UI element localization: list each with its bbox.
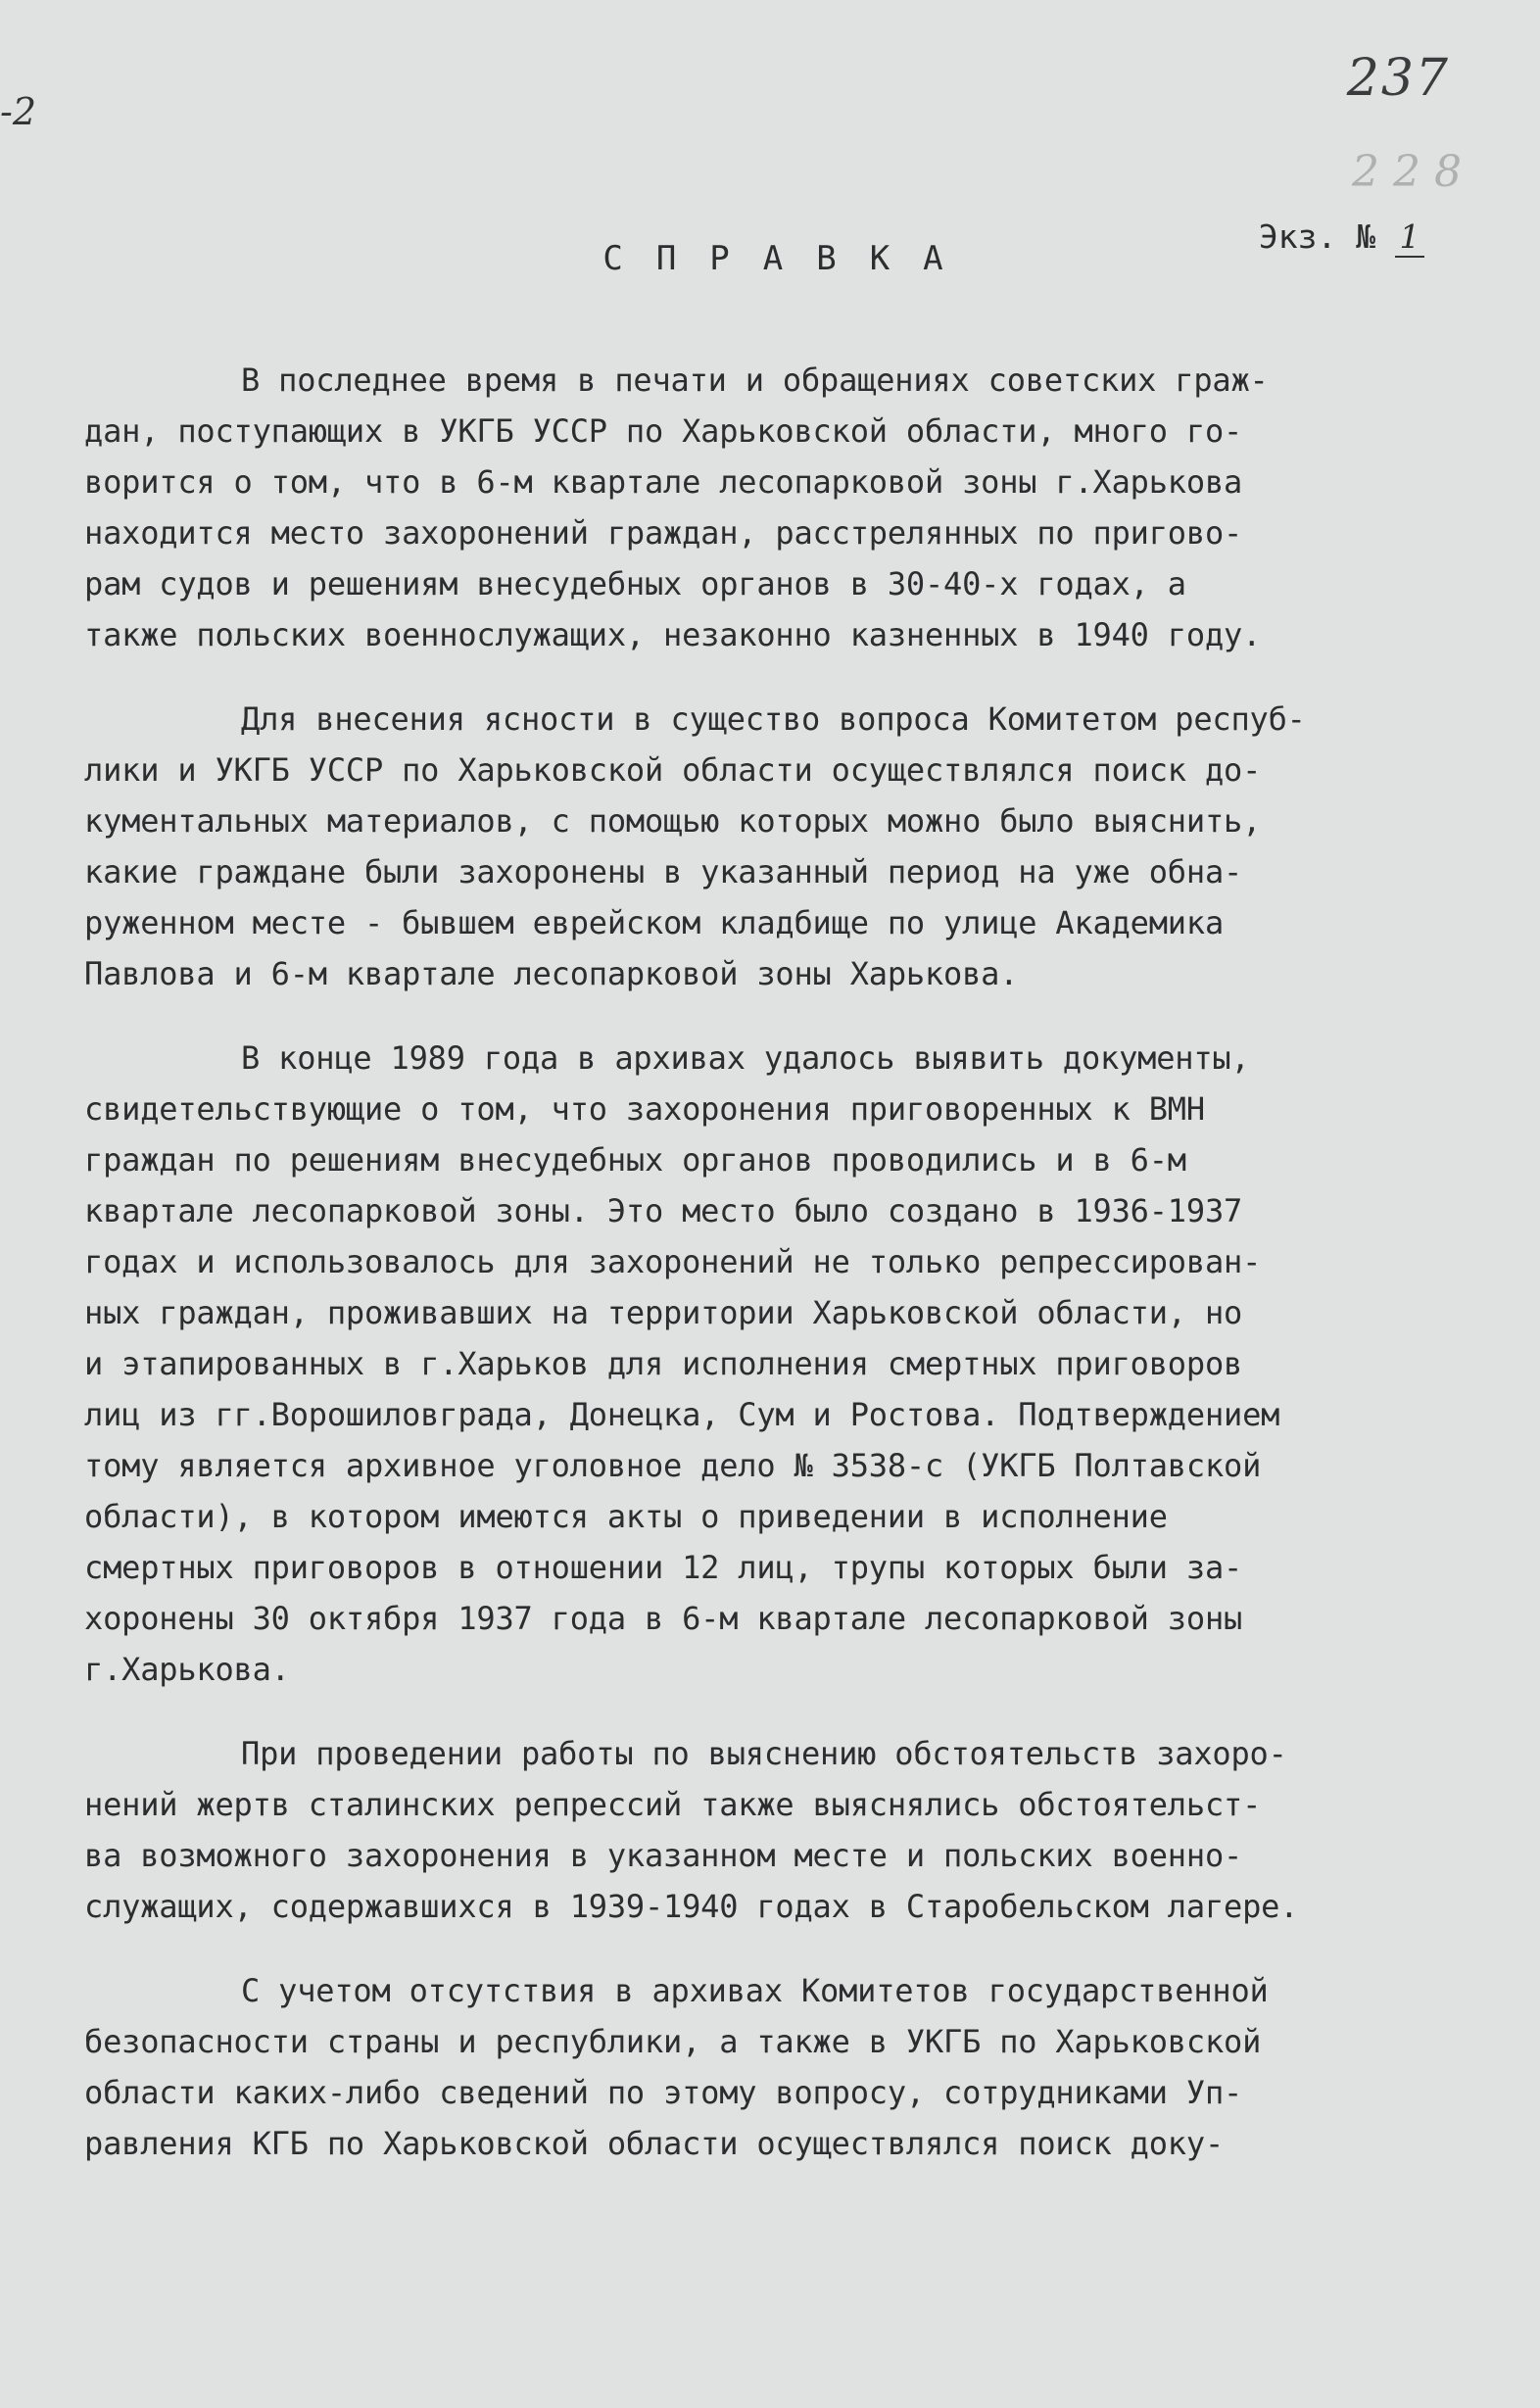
- text-line: тому является архивное уголовное дело № 3538-с (УКГБ Полтавской: [84, 1447, 1262, 1484]
- text-line: находится место захоронений граждан, расстрелянных по пригово-: [84, 514, 1243, 552]
- document-body: [84, 355, 1475, 2202]
- text-line: С учетом отсутствия в архивах Комитетов государственной: [241, 1972, 1269, 2009]
- handwritten-page-number: 237: [1346, 49, 1450, 108]
- paragraph: [84, 694, 1475, 999]
- text-line: свидетельствующие о том, что захоронения приговоренных к ВМН: [84, 1090, 1205, 1128]
- paragraph: [84, 1965, 1475, 2169]
- text-line: руженном месте - бывшем еврейском кладбище по улице Академика: [84, 904, 1225, 941]
- text-line: годах и использовалось для захоронений не только репрессирован-: [84, 1243, 1262, 1280]
- text-line: какие граждане были захоронены в указанный период на уже обна-: [84, 853, 1243, 891]
- text-line: Павлова и 6-м квартале лесопарковой зоны Харькова.: [84, 955, 1019, 992]
- text-line: ных граждан, проживавших на территории Харьковской области, но: [84, 1294, 1243, 1331]
- text-line: граждан по решениям внесудебных органов проводились и в 6-м: [84, 1141, 1186, 1179]
- text-line: служащих, содержавшихся в 1939-1940 годах в Старобельском лагере.: [84, 1888, 1299, 1925]
- document-title: СПРАВКА: [602, 239, 977, 278]
- text-line: хоронены 30 октября 1937 года в 6-м квартале лесопарковой зоны: [84, 1600, 1243, 1637]
- text-line: и этапированных в г.Харьков для исполнения смертных приговоров: [84, 1345, 1243, 1382]
- text-line: области), в котором имеются акты о приведении в исполнение: [84, 1498, 1168, 1535]
- text-line: нений жертв сталинских репрессий также выяснялись обстоятельст-: [84, 1786, 1262, 1823]
- text-line: смертных приговоров в отношении 12 лиц, трупы которых были за-: [84, 1549, 1243, 1586]
- text-line: безопасности страны и республики, а также в УКГБ по Харьковской: [84, 2023, 1262, 2060]
- copy-label: Экз. №: [1258, 217, 1376, 256]
- text-line: кументальных материалов, с помощью которых можно было выяснить,: [84, 802, 1262, 840]
- copy-number-value: 1: [1395, 217, 1424, 258]
- text-line: ва возможного захоронения в указанном месте и польских военно-: [84, 1837, 1243, 1874]
- text-line: При проведении работы по выяснению обстоятельств захоро-: [241, 1735, 1287, 1772]
- text-line: Для внесения ясности в существо вопроса Комитетом респуб-: [241, 700, 1306, 738]
- text-line: В последнее время в печати и обращениях советских граж-: [241, 361, 1269, 399]
- text-line: ворится о том, что в 6-м квартале лесопарковой зоны г.Харькова: [84, 463, 1243, 501]
- text-line: г.Харькова.: [84, 1651, 290, 1688]
- paragraph: [84, 1728, 1475, 1932]
- paragraph: [84, 355, 1475, 660]
- text-line: рам судов и решениям внесудебных органов в 30-40-х годах, а: [84, 565, 1186, 602]
- text-line: В конце 1989 года в архивах удалось выявить документы,: [241, 1039, 1250, 1077]
- handwritten-page-number-faint: 2 2 8: [1352, 147, 1462, 197]
- text-line: равления КГБ по Харьковской области осуществлялся поиск доку-: [84, 2125, 1225, 2162]
- text-line: квартале лесопарковой зоны. Это место было создано в 1936-1937: [84, 1192, 1243, 1229]
- text-line: области каких-либо сведений по этому вопросу, сотрудниками Уп-: [84, 2074, 1243, 2111]
- text-line: дан, поступающих в УКГБ УССР по Харьковской области, много го-: [84, 412, 1243, 450]
- paragraph: [84, 1033, 1475, 1695]
- text-line: также польских военнослужащих, незаконно казненных в 1940 году.: [84, 616, 1262, 653]
- text-line: лики и УКГБ УССР по Харьковской области осуществлялся поиск до-: [84, 751, 1262, 789]
- text-line: лиц из гг.Ворошиловграда, Донецка, Сум и Ростова. Подтверждением: [84, 1396, 1280, 1433]
- margin-mark: -2: [0, 90, 37, 133]
